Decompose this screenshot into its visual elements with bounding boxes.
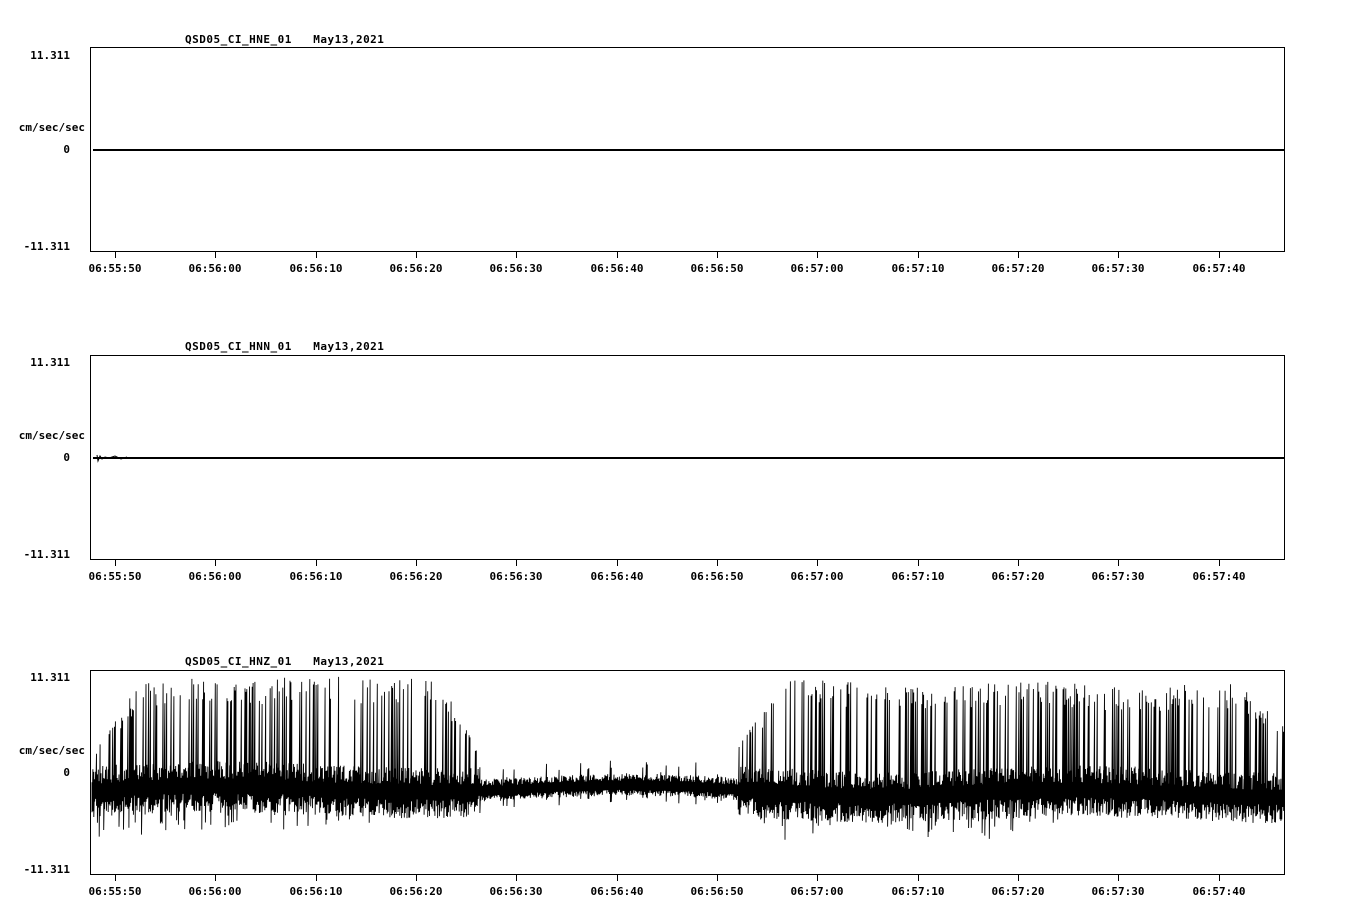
panel-title-hnz: QSD05_CI_HNZ_01 May13,2021 [185, 655, 385, 668]
x-tick [717, 560, 718, 566]
x-tick-label: 06:56:40 [590, 885, 644, 898]
x-tick-label: 06:56:00 [188, 262, 242, 275]
waveform-hnn [91, 356, 1285, 560]
x-tick [918, 560, 919, 566]
y-axis-min-label-hnz: -11.311 [23, 863, 70, 876]
x-tick-label: 06:57:10 [891, 262, 945, 275]
x-tick [516, 560, 517, 566]
x-tick-label: 06:56:00 [188, 885, 242, 898]
y-axis-zero-label-hnz: 0 [63, 766, 70, 779]
trace-panel-hnz [0, 614, 1358, 914]
x-tick-label: 06:56:10 [289, 885, 343, 898]
x-tick [918, 252, 919, 258]
x-tick-label: 06:57:00 [790, 885, 844, 898]
x-tick [516, 875, 517, 881]
x-tick-label: 06:56:20 [389, 262, 443, 275]
panel-title-hne: QSD05_CI_HNE_01 May13,2021 [185, 33, 385, 46]
x-tick [1219, 252, 1220, 258]
x-tick [617, 875, 618, 881]
x-tick [717, 252, 718, 258]
x-tick-label: 06:56:20 [389, 570, 443, 583]
x-tick [516, 252, 517, 258]
x-tick-label: 06:56:50 [690, 570, 744, 583]
x-tick [1018, 252, 1019, 258]
trace-panel-hne [0, 0, 1358, 290]
x-tick [115, 875, 116, 881]
plot-area-hnn [90, 355, 1285, 560]
x-tick-label: 06:57:40 [1192, 262, 1246, 275]
x-tick-label: 06:57:00 [790, 262, 844, 275]
x-tick-label: 06:56:10 [289, 570, 343, 583]
y-axis-zero-label-hnn: 0 [63, 451, 70, 464]
y-axis-min-label-hnn: -11.311 [23, 548, 70, 561]
x-tick [115, 560, 116, 566]
x-tick-label: 06:56:20 [389, 885, 443, 898]
x-tick-label: 06:56:50 [690, 885, 744, 898]
x-tick-label: 06:56:40 [590, 570, 644, 583]
x-tick-label: 06:55:50 [88, 885, 142, 898]
x-tick-label: 06:57:30 [1091, 262, 1145, 275]
x-tick-label: 06:57:20 [991, 885, 1045, 898]
x-tick-label: 06:56:30 [489, 570, 543, 583]
y-axis-units-hne: cm/sec/sec [18, 121, 85, 134]
x-tick [316, 252, 317, 258]
y-axis-max-label-hnn: 11.311 [30, 356, 70, 369]
x-tick [1118, 875, 1119, 881]
x-tick-label: 06:56:50 [690, 262, 744, 275]
x-tick [416, 875, 417, 881]
y-axis-max-label-hnz: 11.311 [30, 671, 70, 684]
x-tick [215, 252, 216, 258]
y-axis-min-label-hne: -11.311 [23, 240, 70, 253]
x-tick-label: 06:56:10 [289, 262, 343, 275]
plot-area-hnz [90, 670, 1285, 875]
x-tick-label: 06:56:30 [489, 262, 543, 275]
x-tick-label: 06:57:40 [1192, 570, 1246, 583]
waveform-hnz [91, 671, 1285, 875]
x-tick [1219, 875, 1220, 881]
x-tick-label: 06:56:30 [489, 885, 543, 898]
x-tick [717, 875, 718, 881]
y-axis-zero-label-hne: 0 [63, 143, 70, 156]
x-tick-label: 06:56:00 [188, 570, 242, 583]
x-tick [1018, 560, 1019, 566]
plot-area-hne [90, 47, 1285, 252]
x-tick [316, 875, 317, 881]
x-tick [617, 560, 618, 566]
x-tick-label: 06:57:10 [891, 885, 945, 898]
trace-panel-hnn [0, 306, 1358, 596]
x-tick-label: 06:57:30 [1091, 885, 1145, 898]
x-tick-label: 06:55:50 [88, 570, 142, 583]
x-tick [817, 875, 818, 881]
x-tick [1018, 875, 1019, 881]
x-tick-label: 06:56:40 [590, 262, 644, 275]
x-tick-label: 06:57:40 [1192, 885, 1246, 898]
x-tick [1118, 560, 1119, 566]
x-tick-label: 06:57:20 [991, 570, 1045, 583]
waveform-hne [91, 48, 1285, 252]
x-tick [215, 875, 216, 881]
x-tick [918, 875, 919, 881]
panel-title-hnn: QSD05_CI_HNN_01 May13,2021 [185, 340, 385, 353]
x-tick [817, 252, 818, 258]
x-tick [1118, 252, 1119, 258]
x-tick-label: 06:55:50 [88, 262, 142, 275]
x-tick [115, 252, 116, 258]
x-tick [416, 252, 417, 258]
x-tick [1219, 560, 1220, 566]
x-tick [316, 560, 317, 566]
x-tick-label: 06:57:20 [991, 262, 1045, 275]
x-tick [817, 560, 818, 566]
y-axis-units-hnn: cm/sec/sec [18, 429, 85, 442]
x-tick [215, 560, 216, 566]
y-axis-units-hnz: cm/sec/sec [18, 744, 85, 757]
x-tick-label: 06:57:00 [790, 570, 844, 583]
x-tick [617, 252, 618, 258]
x-tick-label: 06:57:30 [1091, 570, 1145, 583]
y-axis-max-label-hne: 11.311 [30, 49, 70, 62]
x-tick [416, 560, 417, 566]
x-tick-label: 06:57:10 [891, 570, 945, 583]
